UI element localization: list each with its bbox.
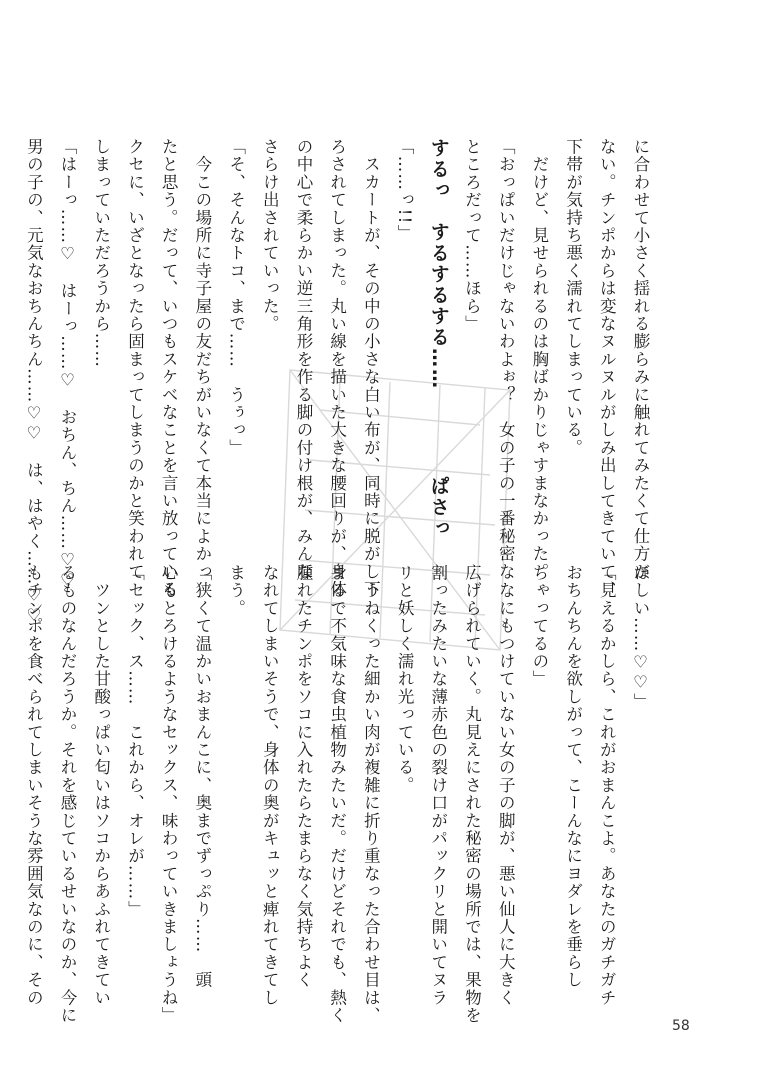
text-line: 「狭くて温かいおまんこに、奥までずっぷり…… 頭	[192, 564, 212, 989]
text-line: クセに、いざとなったら固まってしまうのかと笑われて	[125, 138, 145, 581]
text-line: ろされてしまった。丸い線を描いた大きな腰回りが、身体	[327, 138, 347, 599]
lower-text-block	[17, 564, 657, 1025]
text-line: 心もとろけるようなセックス、味わっていきましょうね」	[159, 564, 179, 1025]
text-line: なれてしまいそうで、身体の奥がキュッと痺れてきてし	[260, 564, 280, 1007]
text-line: さらけ出されていった。	[260, 138, 280, 333]
text-line: スカートが、その中の小さな白い布が、同時に脱がし下	[361, 138, 381, 599]
text-line: しまっていただろうから……	[91, 138, 111, 369]
sound-effect-part2: ぱさっ	[427, 476, 450, 539]
text-line: まるで不気味な食虫植物みたいだ。だけどそれでも、熱く	[327, 564, 347, 1025]
text-line: 今この場所に寺子屋の友だちがいなくて本当によかっ	[192, 138, 212, 581]
text-line: 下帯が気持ち悪く濡れてしまっている。	[563, 138, 583, 457]
text-line: リと妖しく濡れ光っている。	[395, 564, 415, 795]
sound-effect-part1: するっ するするする……	[427, 138, 450, 390]
text-line: の中心で柔らかい逆三角形を作る脚の付け根が、みんな	[293, 138, 313, 581]
text-line: 広げられていく。丸見えにされた秘密の場所では、果物を	[462, 564, 482, 1025]
text-line: 「セック、ス…… これから、オレが……」	[125, 564, 145, 918]
text-line: 「はーっ……♡ はーっ……♡ おちん、ちん……♡♡	[58, 138, 78, 591]
text-line: うねくった細かい肉が複雑に折り重なった合わせ目は、	[361, 564, 381, 1025]
text-line: 割ったみたいな薄赤色の裂け口がパックリと開いてヌラ	[428, 564, 448, 1007]
text-line: もチンポを食べられてしまいそうな雰囲気なのに、その	[24, 564, 44, 1007]
text-line: 「おっぱいだけじゃないわよぉ？ 女の子の一番秘密な	[496, 138, 516, 581]
text-line: ツンとした甘酸っぱい匂いはソコからあふれてきてい	[91, 564, 111, 1007]
page-number: 58	[672, 1018, 690, 1034]
text-line: ちゃってるの」	[529, 564, 549, 688]
text-line: 男の子の、元気なおちんちん……♡♡ は、はやく……♡♡	[24, 138, 44, 626]
text-line: まう。	[226, 564, 246, 618]
text-line: だけど、見せられるのは胸ばかりじゃすまなかった。	[529, 138, 549, 581]
text-line: 「見えるかしら、これがおまんこよ。あなたのガチガチ	[597, 564, 617, 1007]
text-line: ない。チンポからは変なヌルヌルがしみ出してきていて、	[597, 138, 617, 599]
text-line: 「……っ!!」	[395, 138, 415, 243]
text-line: 腫れたチンポをソコに入れたらたまらなく気持ちよく	[293, 564, 313, 989]
text-line: なにもつけていない女の子の脚が、悪い仙人に大きく	[496, 564, 516, 1007]
text-line: に合わせて小さく揺れる膨らみに触れてみたくて仕方が	[631, 138, 650, 581]
text-line: たと思う。だって、いつもスケベなことを言い放っている	[159, 138, 179, 599]
text-line: ほしい……♡♡」	[631, 564, 650, 711]
sound-effect-line	[421, 138, 455, 538]
text-line: 「そ、そんなトコ、まで…… うぅっ」	[226, 138, 246, 457]
text-line: おちんちんを欲しがって、こーんなにヨダレを垂らし	[563, 564, 583, 989]
text-line: るものなんだろうか。それを感じているせいなのか、今に	[58, 564, 78, 1025]
text-line: ところだって……ほら」	[462, 138, 482, 333]
